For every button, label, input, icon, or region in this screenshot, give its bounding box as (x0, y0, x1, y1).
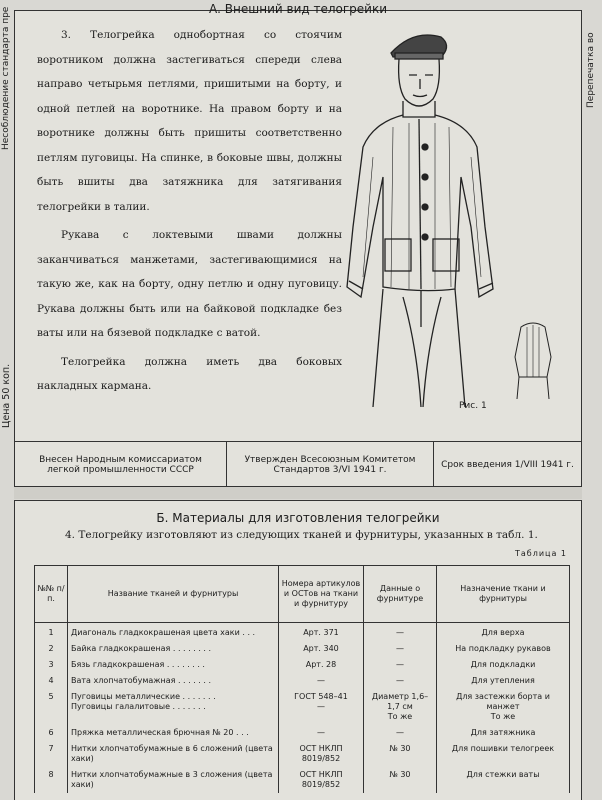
table-cell: Нитки хлопчатобумажные в 3 сложения (цвета хаки) (68, 767, 279, 793)
table-cell: — (279, 725, 364, 741)
table-cell: Диагональ гладкокрашеная цвета хаки . . . (68, 623, 279, 642)
page-gap (14, 487, 582, 499)
table-row (35, 689, 570, 725)
paragraph-3: Телогрейка должна иметь два боковых накладных кармана. (37, 355, 342, 392)
introduced-by: Внесен Народным комиссариатом легкой промышленности СССР (15, 442, 227, 487)
section-b-intro: 4. Телогрейку изготовляют из следующих тканей и фурнитуры, указанных в табл. 1. (65, 529, 538, 541)
table-cell: № 30 (364, 741, 437, 767)
table-cell: — (279, 673, 364, 689)
table-cell: Для верха (437, 623, 570, 642)
table-cell: Арт. 371 (279, 623, 364, 642)
table-cell: Диаметр 1,6–1,7 см То же (364, 689, 437, 725)
table-cell: Пуговицы металлические . . . . . . . Пуговицы галалитовые . . . . . . . (68, 689, 279, 725)
table-cell: Вата хлопчатобумажная . . . . . . . (68, 673, 279, 689)
section-a-text (37, 23, 342, 399)
table-row (35, 767, 570, 793)
materials-table (34, 565, 570, 793)
table-cell: 7 (35, 741, 68, 767)
table-cell: Для подкладки (437, 657, 570, 673)
table-label: Таблица 1 (514, 549, 567, 558)
table-cell: 6 (35, 725, 68, 741)
reprint-notice-text: Перепечатка во (586, 32, 596, 108)
table-cell: 1 (35, 623, 68, 642)
table-cell: — (364, 725, 437, 741)
table-row (35, 741, 570, 767)
table-cell: На подкладку рукавов (437, 641, 570, 657)
figure-caption: Рис. 1 (459, 401, 487, 411)
table-cell: — (364, 673, 437, 689)
table-row (35, 673, 570, 689)
table-header-row (35, 566, 570, 623)
col-purpose: Назначение ткани и фурнитуры (437, 566, 570, 623)
col-number: №№ п/п. (35, 566, 68, 623)
table-cell: 3 (35, 657, 68, 673)
table-cell: Для застежки борта и манжет То же (437, 689, 570, 725)
approval-footer (15, 441, 581, 487)
table-cell: Нитки хлопчатобумажные в 6 сложений (цвета хаки) (68, 741, 279, 767)
table-cell: Пряжка металлическая брючная № 20 . . . (68, 725, 279, 741)
stamp-notice-text: Несоблюдение стандарта пре (1, 6, 11, 150)
table-row (35, 641, 570, 657)
col-articles: Номера артикулов и ОСТов на ткани и фурнитуру (279, 566, 364, 623)
col-data: Данные о фурнитуре (364, 566, 437, 623)
table-cell: ГОСТ 548–41 — (279, 689, 364, 725)
paragraph-2: Рукава с локтевыми швами должны заканчиваться манжетами, застегивающимися на такую же, как на борту, одну петлю и одну пуговицу. Рукава должны быть или на байковой подкладке без ваты или на бязевой подкладке с ватой. (37, 229, 342, 339)
table-cell: Арт. 28 (279, 657, 364, 673)
col-name: Название тканей и фурнитуры (68, 566, 279, 623)
effective-date: Срок введения 1/VIII 1941 г. (441, 459, 574, 470)
table-cell: ОСТ НКЛП 8019/852 (279, 741, 364, 767)
table-cell: Байка гладкокрашеная . . . . . . . . (68, 641, 279, 657)
jacket-figure (343, 27, 569, 407)
table-row (35, 725, 570, 741)
right-margin (582, 0, 602, 800)
table-cell: — (364, 641, 437, 657)
section-b-panel (14, 500, 582, 800)
table-cell: — (364, 623, 437, 642)
table-cell: ОСТ НКЛП 8019/852 (279, 767, 364, 793)
table-cell: № 30 (364, 767, 437, 793)
table-cell: Бязь гладкокрашеная . . . . . . . . (68, 657, 279, 673)
table-cell: Для утепления (437, 673, 570, 689)
left-margin (0, 0, 14, 800)
section-b-title: Б. Материалы для изготовления телогрейки (156, 511, 440, 525)
table-cell: 8 (35, 767, 68, 793)
table-cell: Арт. 340 (279, 641, 364, 657)
table-cell: Для затяжника (437, 725, 570, 741)
table-row (35, 657, 570, 673)
materials-table-body (35, 623, 570, 794)
table-cell: — (364, 657, 437, 673)
table-cell: 2 (35, 641, 68, 657)
table-cell: 5 (35, 689, 68, 725)
table-cell: Для пошивки телогреек (437, 741, 570, 767)
table-cell: 4 (35, 673, 68, 689)
price-label: Цена 50 коп. (1, 363, 12, 428)
section-a-panel (14, 2, 582, 487)
table-row (35, 623, 570, 642)
paragraph-1: 3. Телогрейка однобортная со стоячим воротником должна застегиваться спереди слева направо четырьмя петлями, пришитыми на борту, и одной петлей на воротнике. На правом борту и на воротнике должны быть пришиты соответственно петлям пуговицы. На спинке, в боковые швы, должны быть вшиты два затяжника для затягивания телогрейки в талии. (37, 29, 342, 213)
approved-by: Утвержден Всесоюзным Комитетом Стандартов 3/VI 1941 г. (227, 442, 434, 487)
table-cell: Для стежки ваты (437, 767, 570, 793)
section-a-title: А. Внешний вид телогрейки (208, 2, 388, 16)
